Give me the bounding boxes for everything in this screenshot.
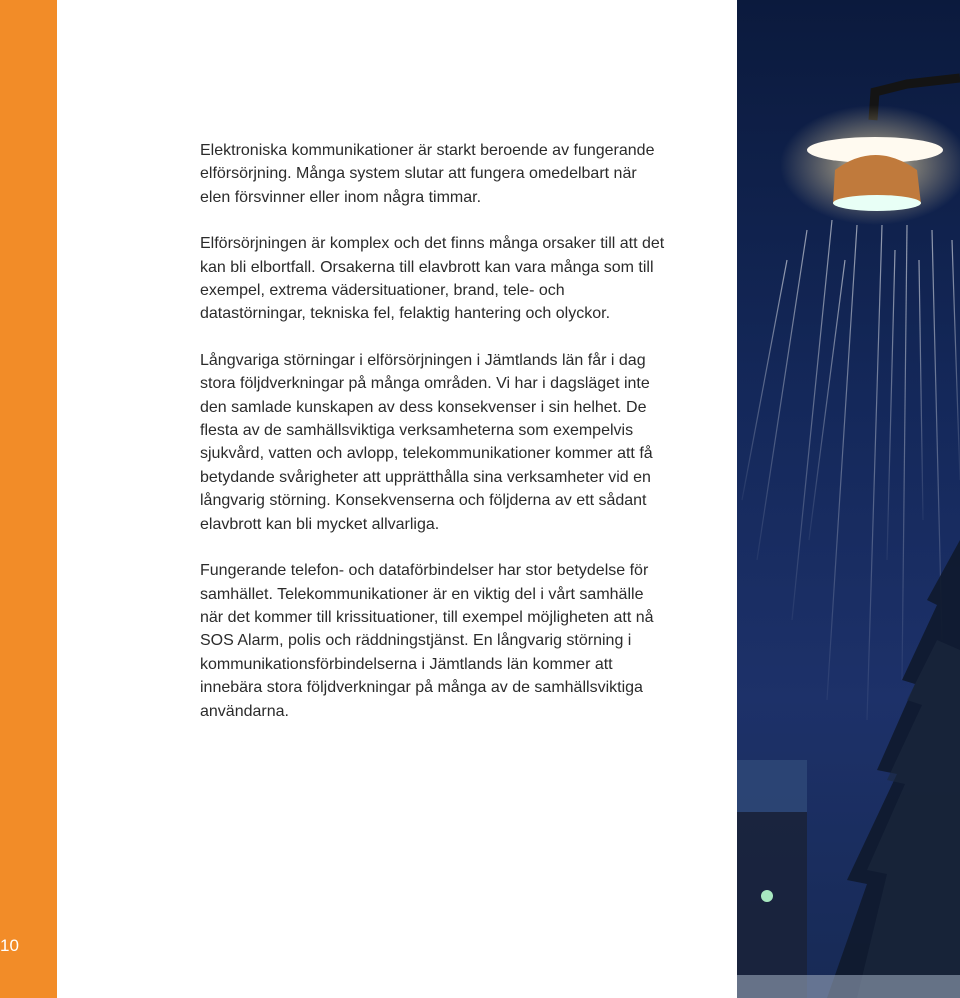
building-roof bbox=[737, 760, 807, 812]
snowy-tree bbox=[857, 640, 960, 998]
paragraph-outage-causes: Elförsörjningen är komplex och det finns många orsaker till att det kan bli elbortfall. Orsakerna till elavbrott kan vara många som till exempel, extrema vädersituationer, brand, tele- och datastörningar, tekniska fel, felaktig hantering och olyckor. bbox=[200, 235, 665, 323]
paragraph-long-disruptions: Långvariga störningar i elförsörjningen i Jämtlands län får i dag stora följdverkningar på många områden. Vi har i dagsläget inte den samlade kunskapen av dess konsekvenser i sin helhet. De flesta av de samhällsviktiga verksamheterna som exempelvis sjukvård, vatten och avlopp, telekommunikationer kommer att få betydande svårigheter att upprätthålla sina verksamheter vid en långvarig störning. Konsekvenserna och följderna av ett sådant elavbrott kan bli mycket allvarliga. bbox=[200, 351, 653, 533]
paragraph-telecommunications: Fungerande telefon- och dataförbindelser har stor betydelse för samhället. Telekommunikationer är en viktig del i vårt samhälle när det kommer till krissituationer, till exempel möjligheten att nå SOS Alarm, polis och räddningstjänst. En långvarig störning i kommunikationsförbindelserna i Jämtlands län kommer att innebära stora följdverkningar på många av de samhällsviktiga användarna. bbox=[200, 562, 654, 720]
page-number: 10 bbox=[0, 936, 19, 955]
ground-snow bbox=[737, 975, 960, 998]
distant-light bbox=[761, 890, 773, 902]
lamp-bulb bbox=[833, 195, 921, 211]
paragraph-power-dependency: Elektroniska kommunikationer är starkt beroende av fungerande elförsörjning. Många system slutar att fungera omedelbart när elen försvinner eller inom några timmar. bbox=[200, 142, 655, 206]
orange-side-strip bbox=[0, 0, 57, 998]
body-text bbox=[200, 139, 670, 746]
building-wall bbox=[737, 812, 807, 998]
street-lamp-illustration bbox=[737, 0, 960, 998]
street-lamp-snow-photo bbox=[737, 0, 960, 998]
